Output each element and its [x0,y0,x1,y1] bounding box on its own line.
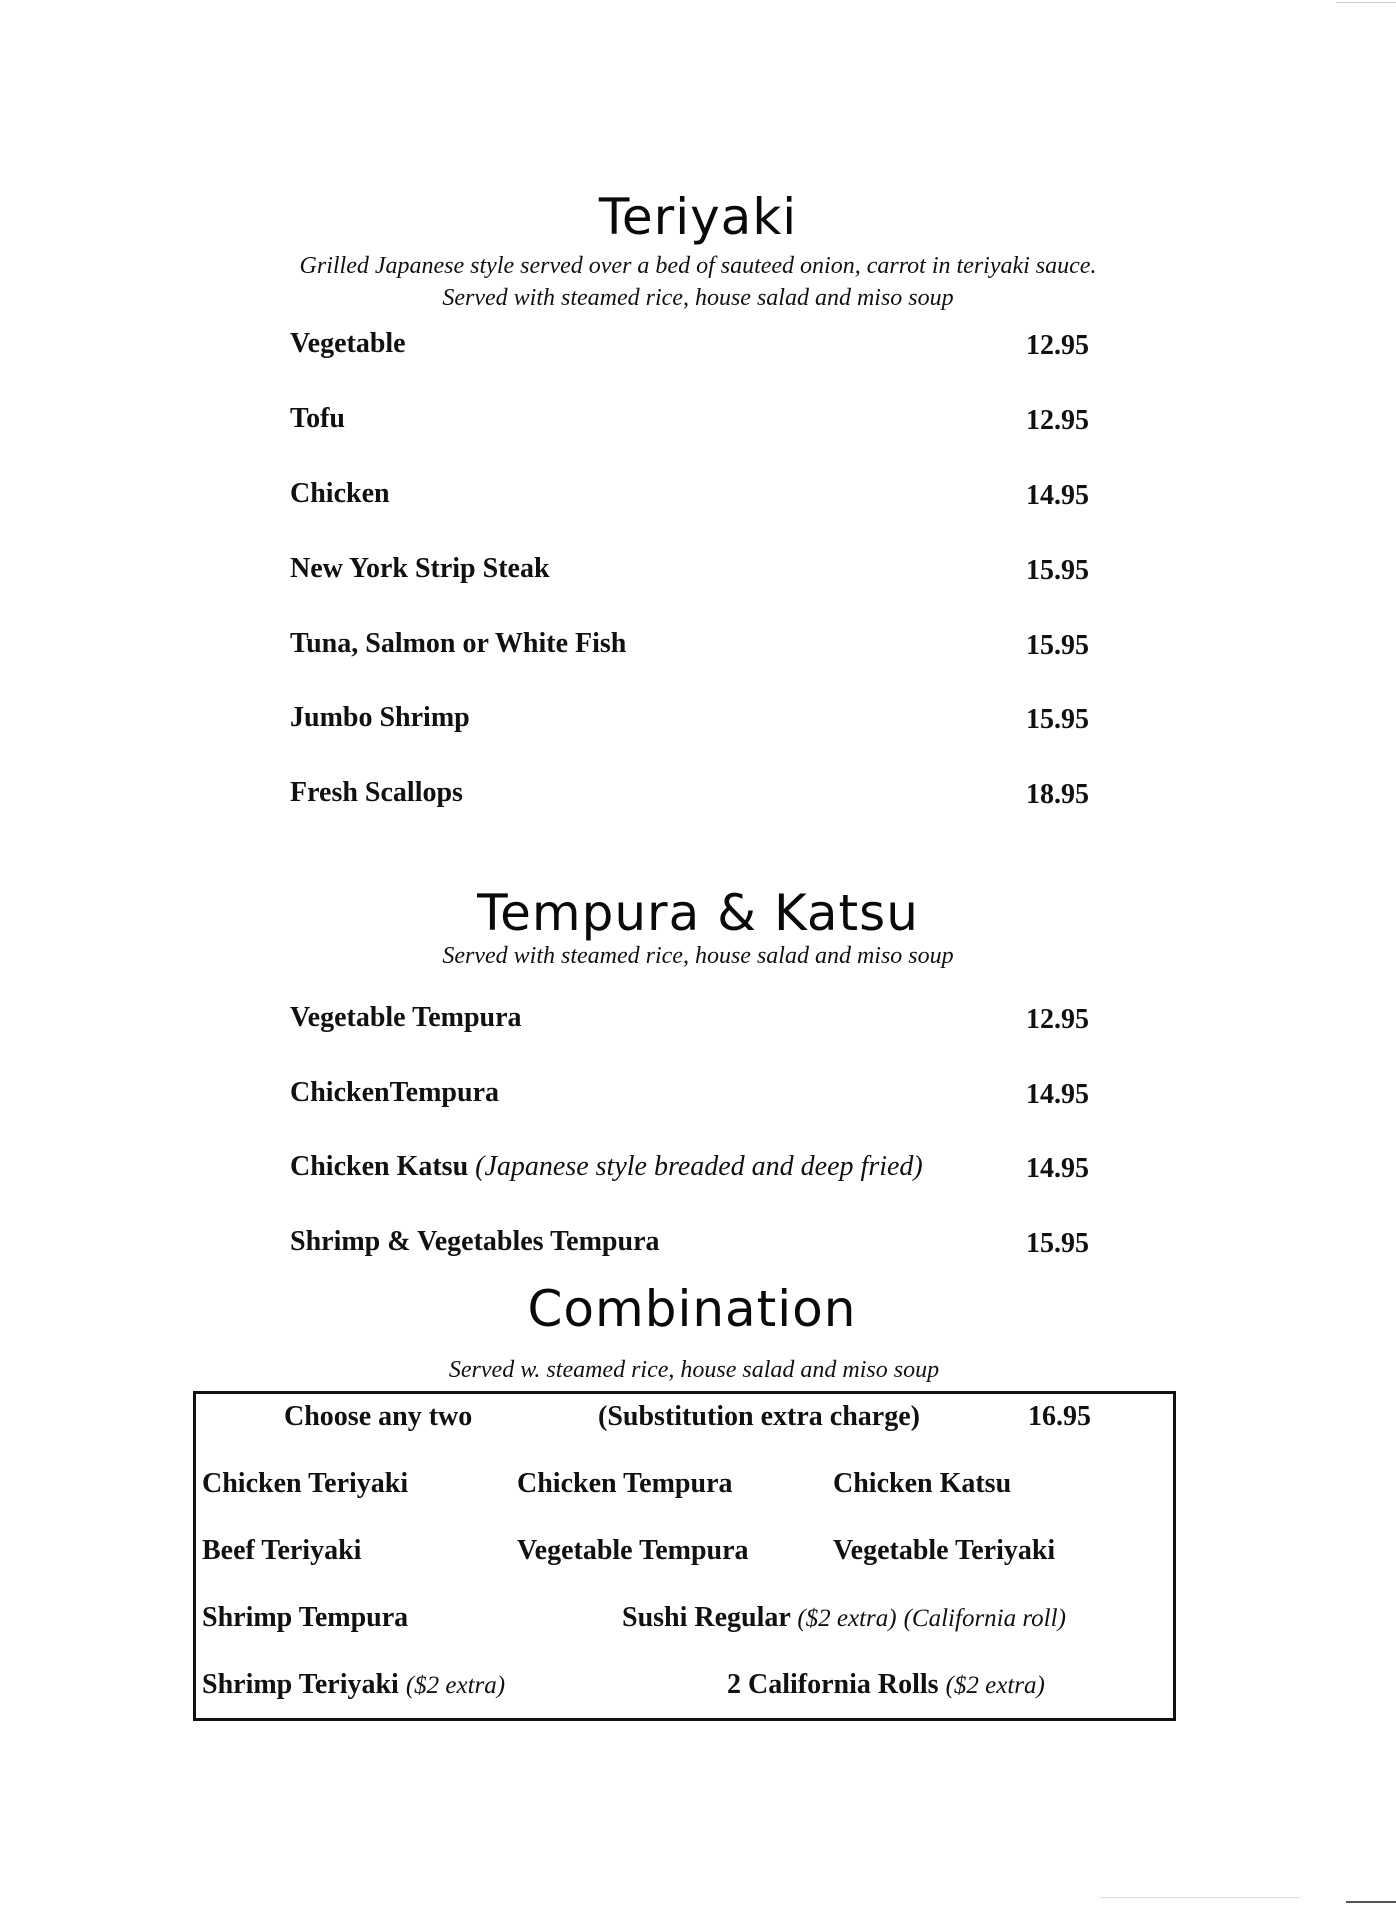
menu-item-label: Vegetable Tempura [290,1002,522,1033]
combo-option: Chicken Teriyaki [202,1468,409,1499]
scan-mark [1346,1901,1396,1903]
combo-option-note: ($2 extra) [405,1672,506,1699]
combination-title: Combination [527,1280,857,1338]
menu-item-name [290,1079,499,1107]
menu-item-price: 14.95 [1026,480,1089,511]
teriyaki-description-line2: Served with steamed rice, house salad and miso soup [442,285,954,311]
menu-item-name: Vegetable [290,328,406,359]
menu-item-price: 15.95 [1026,630,1089,661]
teriyaki-description-line1: Grilled Japanese style served over a bed of sauteed onion, carrot in teriyaki sauce. [299,253,1097,279]
menu-item-label: Chicken Katsu [290,1151,469,1182]
menu-item-price: 12.95 [1026,330,1089,361]
scan-mark [1100,1897,1300,1898]
menu-item-name: New York Strip Steak [290,553,550,584]
scan-mark [1336,2,1396,3]
combination-price: 16.95 [1028,1401,1091,1432]
combo-option-california-rolls [727,1671,1045,1699]
menu-item-name [290,1004,522,1032]
menu-item-name: Fresh Scallops [290,777,463,808]
tempura-description: Served with steamed rice, house salad and miso soup [442,943,954,969]
menu-item-name: Jumbo Shrimp [290,702,470,733]
teriyaki-title: Teriyaki [598,188,798,246]
combo-option-note: (California roll) [903,1605,1066,1632]
combo-option: Vegetable Tempura [517,1535,749,1566]
combo-option: Chicken Katsu [833,1468,1012,1499]
menu-item-label: Shrimp & Vegetables Tempura [290,1226,660,1257]
menu-item-price: 14.95 [1026,1153,1089,1184]
combo-option-shrimp-teriyaki [202,1671,505,1699]
menu-item-name: Tofu [290,403,346,434]
menu-item-name [290,1228,660,1256]
combo-option-label: Sushi Regular [622,1602,791,1633]
combo-option: Beef Teriyaki [202,1535,362,1566]
combo-option-sushi-regular [622,1604,1066,1632]
combination-description: Served w. steamed rice, house salad and miso soup [448,1357,940,1383]
menu-item-price: 15.95 [1026,704,1089,735]
menu-item-price: 12.95 [1026,1004,1089,1035]
tempura-title: Tempura & Katsu [477,884,919,942]
combo-option: Chicken Tempura [517,1468,733,1499]
combo-option-note: ($2 extra) [797,1605,897,1632]
menu-item-name: Chicken [290,478,390,509]
combo-option: Shrimp Tempura [202,1602,409,1633]
menu-item-price: 12.95 [1026,405,1089,436]
combo-option-label: 2 California Rolls [727,1669,939,1700]
combo-option-note: ($2 extra) [945,1672,1045,1699]
menu-item-price: 15.95 [1026,555,1089,586]
menu-item-label: ChickenTempura [290,1077,500,1108]
menu-item-price: 18.95 [1026,779,1089,810]
combination-substitution-label: (Substitution extra charge) [598,1401,920,1432]
menu-item-price: 14.95 [1026,1079,1089,1110]
menu-item-price: 15.95 [1026,1228,1089,1259]
menu-item-name [290,1153,923,1181]
combo-option: Vegetable Teriyaki [833,1535,1056,1566]
combination-choose-label: Choose any two [284,1401,473,1432]
menu-item-note: (Japanese style breaded and deep fried) [475,1151,923,1182]
combo-option-label: Shrimp Teriyaki [202,1669,399,1700]
menu-item-name: Tuna, Salmon or White Fish [290,628,627,659]
